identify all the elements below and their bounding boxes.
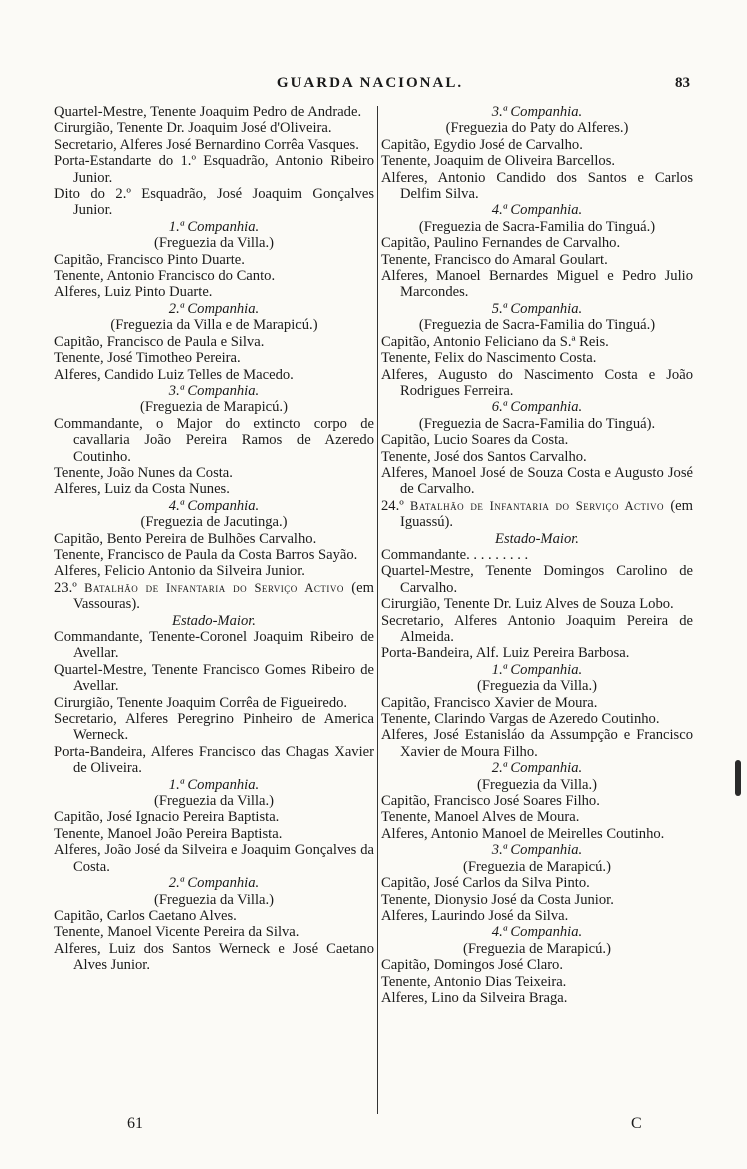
parish-line: (Freguezia da Villa e de Marapicú.): [110, 317, 318, 334]
roster-entry: Tenente, Antonio Francisco do Canto.: [54, 268, 276, 285]
parish-line: (Freguezia de Marapicú.): [140, 399, 288, 416]
roster-entry: Alferes, João José da Silveira e Joaquim Gonçalves da Costa.: [54, 842, 374, 875]
parish-line: (Freguezia da Villa.): [476, 678, 597, 695]
section-heading: 4.ª Companhia.: [491, 924, 583, 941]
parish-line: (Freguezia de Marapicú.): [463, 940, 611, 957]
roster-entry: Tenente, Manoel João Pereira Baptista.: [54, 825, 283, 842]
left-column: [54, 104, 374, 974]
parish-line: (Freguezia da Villa.): [153, 793, 274, 810]
roster-entry: Tenente, José dos Santos Carvalho.: [381, 448, 587, 465]
roster-entry: Alferes, Luiz Pinto Duarte.: [54, 284, 213, 301]
roster-entry: Tenente, Francisco de Paula da Costa Barros Sayão.: [54, 546, 358, 563]
section-heading: 3.ª Companhia.: [491, 842, 583, 859]
roster-entry: Alferes, Manoel José de Souza Costa e Augusto José de Carvalho.: [381, 464, 693, 498]
parish-line: (Freguezia do Paty do Alferes.): [445, 120, 629, 137]
footer-signature-letter: C: [631, 1115, 642, 1132]
battalion-title: Batalhão de Infantaria do Serviço Activo: [84, 580, 344, 595]
roster-entry: Capitão, Domingos José Claro.: [381, 957, 564, 974]
section-heading: 4.ª Companhia.: [491, 202, 583, 219]
parish-line: (Freguezia da Villa.): [153, 891, 274, 908]
roster-entry: Alferes, Laurindo José da Silva.: [381, 907, 569, 924]
roster-entry: Capitão, Francisco José Soares Filho.: [381, 793, 600, 810]
battalion-number: 23.º: [54, 579, 77, 596]
roster-entry: Tenente, João Nunes da Costa.: [54, 464, 233, 481]
roster-entry: Capitão, Francisco Xavier de Moura.: [381, 694, 598, 711]
roster-entry: Tenente, Antonio Dias Teixeira.: [381, 973, 567, 990]
battalion-heading: [381, 498, 693, 531]
parish-line: (Freguezia da Villa.): [153, 235, 274, 252]
roster-entry: Capitão, José Ignacio Pereira Baptista.: [54, 809, 280, 826]
roster-entry: Capitão, Bento Pereira de Bulhões Carvalho.: [54, 530, 317, 547]
section-heading: 2.ª Companhia.: [168, 300, 260, 317]
section-heading: 5.ª Companhia.: [491, 300, 583, 317]
section-heading: 3.ª Companhia.: [491, 104, 583, 120]
roster-entry: Capitão, Antonio Feliciano da S.ª Reis.: [381, 333, 609, 350]
roster-entry: Alferes, Luiz dos Santos Werneck e José Caetano Alves Junior.: [54, 940, 374, 974]
page-edge-mark: [735, 760, 741, 796]
footer-signature-number: 61: [127, 1115, 143, 1132]
roster-entry: Capitão, Francisco de Paula e Silva.: [54, 333, 265, 350]
roster-entry: Tenente, Francisco do Amaral Goulart.: [381, 251, 608, 268]
roster-entry: Capitão, Francisco Pinto Duarte.: [54, 251, 245, 268]
roster-entry: Alferes, Antonio Manoel de Meirelles Coutinho.: [381, 825, 665, 842]
section-heading: 1.ª Companhia.: [168, 776, 260, 793]
section-heading: Estado-Maior.: [495, 530, 579, 547]
battalion-number: 24.º: [381, 497, 404, 514]
roster-entry: Commandante. . . . . . . . .: [381, 546, 529, 563]
roster-entry: Commandante, Tenente-Coronel Joaquim Ribeiro de Avellar.: [54, 629, 374, 662]
roster-entry: Alferes, Lino da Silveira Braga.: [381, 989, 568, 1006]
roster-entry: Quartel-Mestre, Tenente Francisco Gomes Ribeiro de Avellar.: [54, 661, 374, 695]
roster-entry: Alferes, Candido Luiz Telles de Macedo.: [54, 366, 294, 383]
roster-entry: Cirurgião, Tenente Dr. Joaquim José d'Oliveira.: [54, 120, 332, 137]
parish-line: (Freguezia de Marapicú.): [463, 858, 611, 875]
roster-entry: Cirurgião, Tenente Joaquim Corrêa de Figueiredo.: [54, 694, 348, 711]
roster-entry: Tenente, Clarindo Vargas de Azeredo Coutinho.: [381, 711, 660, 728]
roster-entry: Alferes, Luiz da Costa Nunes.: [54, 481, 230, 498]
roster-entry: Tenente, Manoel Alves de Moura.: [381, 809, 580, 826]
roster-entry: Secretario, Alferes Antonio Joaquim Pereira de Almeida.: [381, 612, 693, 645]
roster-entry: Capitão, José Carlos da Silva Pinto.: [381, 875, 590, 892]
section-heading: 1.ª Companhia.: [491, 661, 583, 678]
roster-entry: Capitão, Paulino Fernandes de Carvalho.: [381, 235, 621, 252]
roster-entry: Tenente, José Timotheo Pereira.: [54, 350, 241, 367]
roster-entry: Secretario, Alferes Peregrino Pinheiro de America Werneck.: [54, 711, 374, 744]
parish-line: (Freguezia da Villa.): [476, 776, 597, 793]
roster-entry: Alferes, Augusto do Nascimento Costa e João Rodrigues Ferreira.: [381, 366, 693, 399]
parish-line: (Freguezia de Sacra-Familia do Tinguá).: [418, 415, 656, 432]
roster-entry: Commandante, o Major do extincto corpo de cavallaria João Pereira Ramos de Azeredo Coutinho.: [54, 415, 374, 465]
roster-entry: Porta-Estandarte do 1.º Esquadrão, Antonio Ribeiro Junior.: [54, 153, 374, 186]
section-heading: 2.ª Companhia.: [168, 875, 260, 892]
roster-entry: Alferes, Manoel Bernardes Miguel e Pedro Julio Marcondes.: [381, 268, 693, 301]
roster-entry: Cirurgião, Tenente Dr. Luiz Alves de Souza Lobo.: [381, 596, 674, 613]
parish-line: (Freguezia de Sacra-Familia do Tinguá.): [418, 218, 656, 235]
battalion-title: Batalhão de Infantaria do Serviço Activo: [410, 498, 665, 513]
roster-entry: Alferes, Felicio Antonio da Silveira Junior.: [54, 563, 305, 580]
roster-entry: Porta-Bandeira, Alferes Francisco das Chagas Xavier de Oliveira.: [54, 743, 374, 777]
section-heading: 4.ª Companhia.: [168, 497, 260, 514]
header-title: GUARDA NACIONAL.: [276, 75, 464, 91]
roster-entry: Tenente, Joaquim de Oliveira Barcellos.: [381, 153, 616, 170]
roster-entry: Tenente, Felix do Nascimento Costa.: [381, 350, 597, 367]
roster-entry: Dito do 2.º Esquadrão, José Joaquim Gonçalves Junior.: [54, 186, 374, 219]
section-heading: 1.ª Companhia.: [168, 218, 260, 235]
roster-entry: Capitão, Carlos Caetano Alves.: [54, 907, 237, 924]
battalion-place: (em Iguassú).: [399, 497, 694, 531]
roster-entry: Tenente, Dionysio José da Costa Junior.: [381, 891, 614, 908]
roster-entry: Quartel-Mestre, Tenente Joaquim Pedro de Andrade.: [54, 104, 362, 120]
section-heading: 2.ª Companhia.: [491, 760, 583, 777]
roster-entry: Secretario, Alferes José Bernardino Corrêa Vasques.: [54, 136, 359, 153]
roster-entry: Alferes, José Estanisláo da Assumpção e Francisco Xavier de Moura Filho.: [381, 727, 693, 760]
roster-entry: Tenente, Manoel Vicente Pereira da Silva.: [54, 924, 300, 941]
running-header: [50, 75, 690, 97]
parish-line: (Freguezia de Jacutinga.): [140, 514, 288, 531]
battalion-place: (em Vassouras).: [72, 579, 374, 613]
section-heading: 3.ª Companhia.: [168, 382, 260, 399]
roster-entry: Capitão, Egydio José de Carvalho.: [381, 136, 583, 153]
page-number: 83: [675, 75, 690, 91]
battalion-heading: [54, 580, 374, 613]
column-divider: [377, 106, 378, 1114]
roster-entry: Porta-Bandeira, Alf. Luiz Pereira Barbosa.: [381, 645, 630, 662]
roster-entry: Alferes, Antonio Candido dos Santos e Carlos Delfim Silva.: [381, 169, 693, 203]
roster-entry: Capitão, Lucio Soares da Costa.: [381, 432, 569, 449]
section-heading: Estado-Maior.: [172, 612, 256, 629]
right-column: [381, 104, 693, 1006]
roster-entry: Quartel-Mestre, Tenente Domingos Carolino de Carvalho.: [381, 563, 693, 596]
parish-line: (Freguezia de Sacra-Familia do Tinguá.): [418, 317, 656, 334]
section-heading: 6.ª Companhia.: [491, 399, 583, 416]
